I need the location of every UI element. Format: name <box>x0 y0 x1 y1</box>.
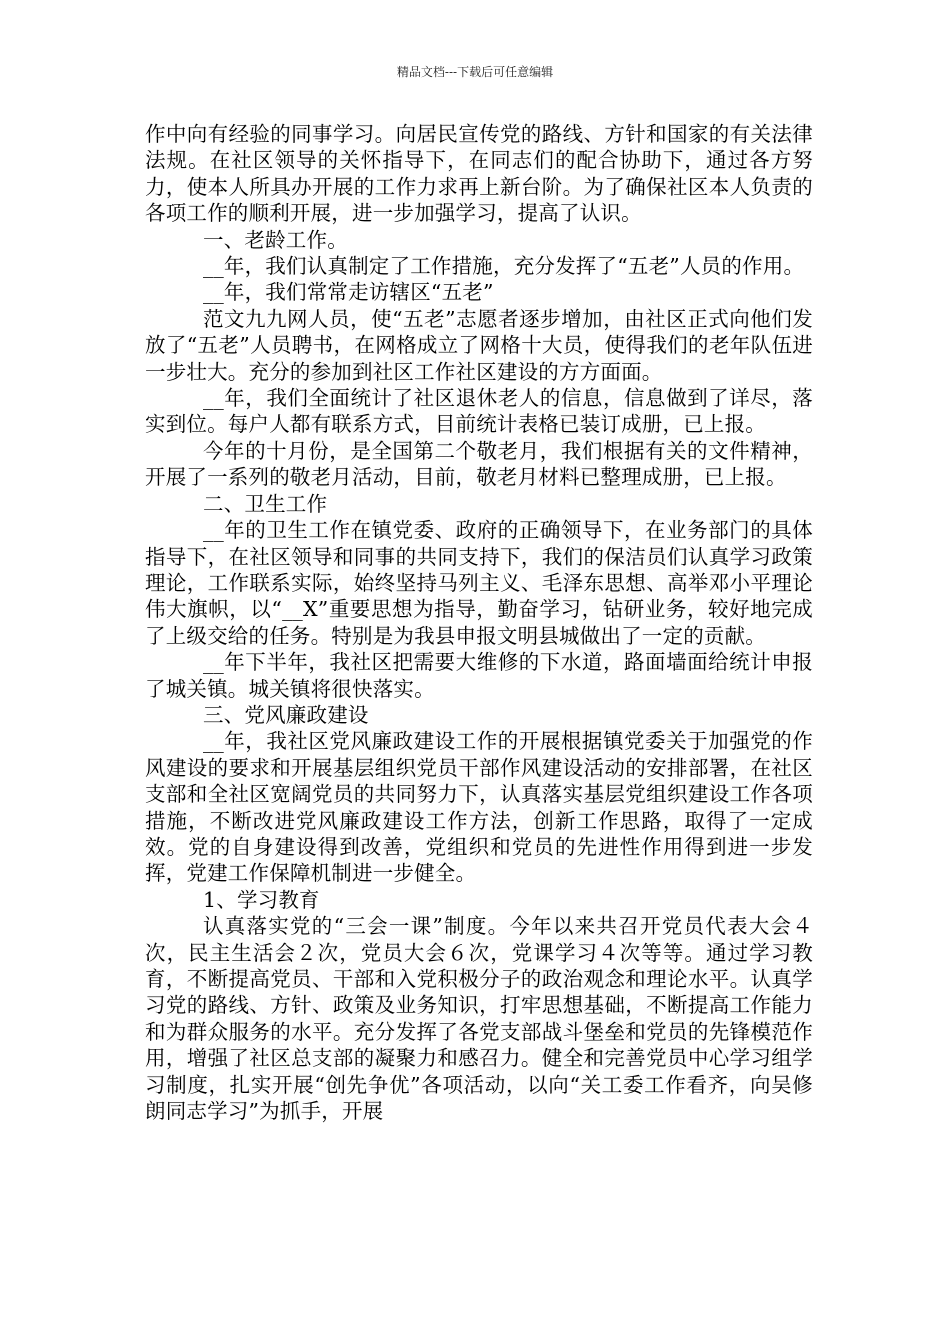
paragraph: __年下半年，我社区把需要大维修的下水道，路面墙面给统计申报了城关镇。城关镇将很快落实。 <box>145 650 813 701</box>
paragraph: 认真落实党的“三会一课”制度。今年以来共召开党员代表大会４次，民主生活会２次，党员大会６次，党课学习４次等等。通过学习教育，不断提高党员、干部和入党积极分子的政治观念和理论水平。认真学习党的路线、方针、政策及业务知识，打牢思想基础，不断提高工作能力和为群众服务的水平。充分发挥了各党支部战斗堡垒和党员的先锋模范作用，增强了社区总支部的凝聚力和感召力。健全和完善党员中心学习组学习制度，扎实开展“创先争优”各项活动，以向“关工委工作看齐，向吴修朗同志学习”为抓手，开展 <box>145 914 813 1124</box>
paragraph: __年的卫生工作在镇党委、政府的正确领导下，在业务部门的具体指导下，在社区领导和同事的共同支持下，我们的保洁员们认真学习政策理论，工作联系实际，始终坚持马列主义、毛泽东思想、高举邓小平理论伟大旗帜，以“__X”重要思想为指导，勤奋学习，钻研业务，较好地完成了上级交给的任务。特别是为我县申报文明县城做出了一定的贡献。 <box>145 518 813 648</box>
document-body <box>145 121 813 1124</box>
paragraph: 范文九九网人员，使“五老”志愿者逐步增加，由社区正式向他们发放了“五老”人员聘书，在网格成立了网格十大员，使得我们的老年队伍进一步壮大。充分的参加到社区工作社区建设的方方面面。 <box>145 306 813 384</box>
paragraph: 今年的十月份，是全国第二个敬老月，我们根据有关的文件精神，开展了一系列的敬老月活动，目前，敬老月材料已整理成册，已上报。 <box>145 438 813 490</box>
section-heading-elderly-work: 一、老龄工作。 <box>203 227 348 252</box>
paragraph-intro-continuation: 作中向有经验的同事学习。向居民宣传党的路线、方针和国家的有关法律法规。在社区领导的关怀指导下，在同志们的配合协助下，通过各方努力，使本人所具办开展的工作力求再上新台阶。为了确保社区本人负责的各项工作的顺利开展，进一步加强学习，提高了认识。 <box>145 122 813 226</box>
paragraph: __年，我们认真制定了工作措施，充分发挥了“五老”人员的作用。 <box>203 254 805 279</box>
paragraph: __年，我社区党风廉政建设工作的开展根据镇党委关于加强党的作风建设的要求和开展基层组织党员干部作风建设活动的安排部署，在社区支部和全社区宽阔党员的共同努力下，认真落实基层党组织建设工作各项措施，不断改进党风廉政建设工作方法，创新工作思路，取得了一定成效。党的自身建设得到改善，党组织和党员的先进性作用得到进一步发挥，党建工作保障机制进一步健全。 <box>145 729 813 886</box>
page-header: 精品文档---下载后可任意编辑 <box>396 65 554 79</box>
paragraph: __年，我们全面统计了社区退休老人的信息，信息做到了详尽，落实到位。每户人都有联系方式，目前统计表格已装订成册，已上报。 <box>145 386 813 437</box>
section-heading-party-conduct: 三、党风廉政建设 <box>203 702 369 727</box>
paragraph: __年，我们常常走访辖区“五老” <box>203 280 494 305</box>
section-heading-health-work: 二、卫生工作 <box>203 491 328 516</box>
subsection-heading-study-education: 1、学习教育 <box>203 887 320 912</box>
